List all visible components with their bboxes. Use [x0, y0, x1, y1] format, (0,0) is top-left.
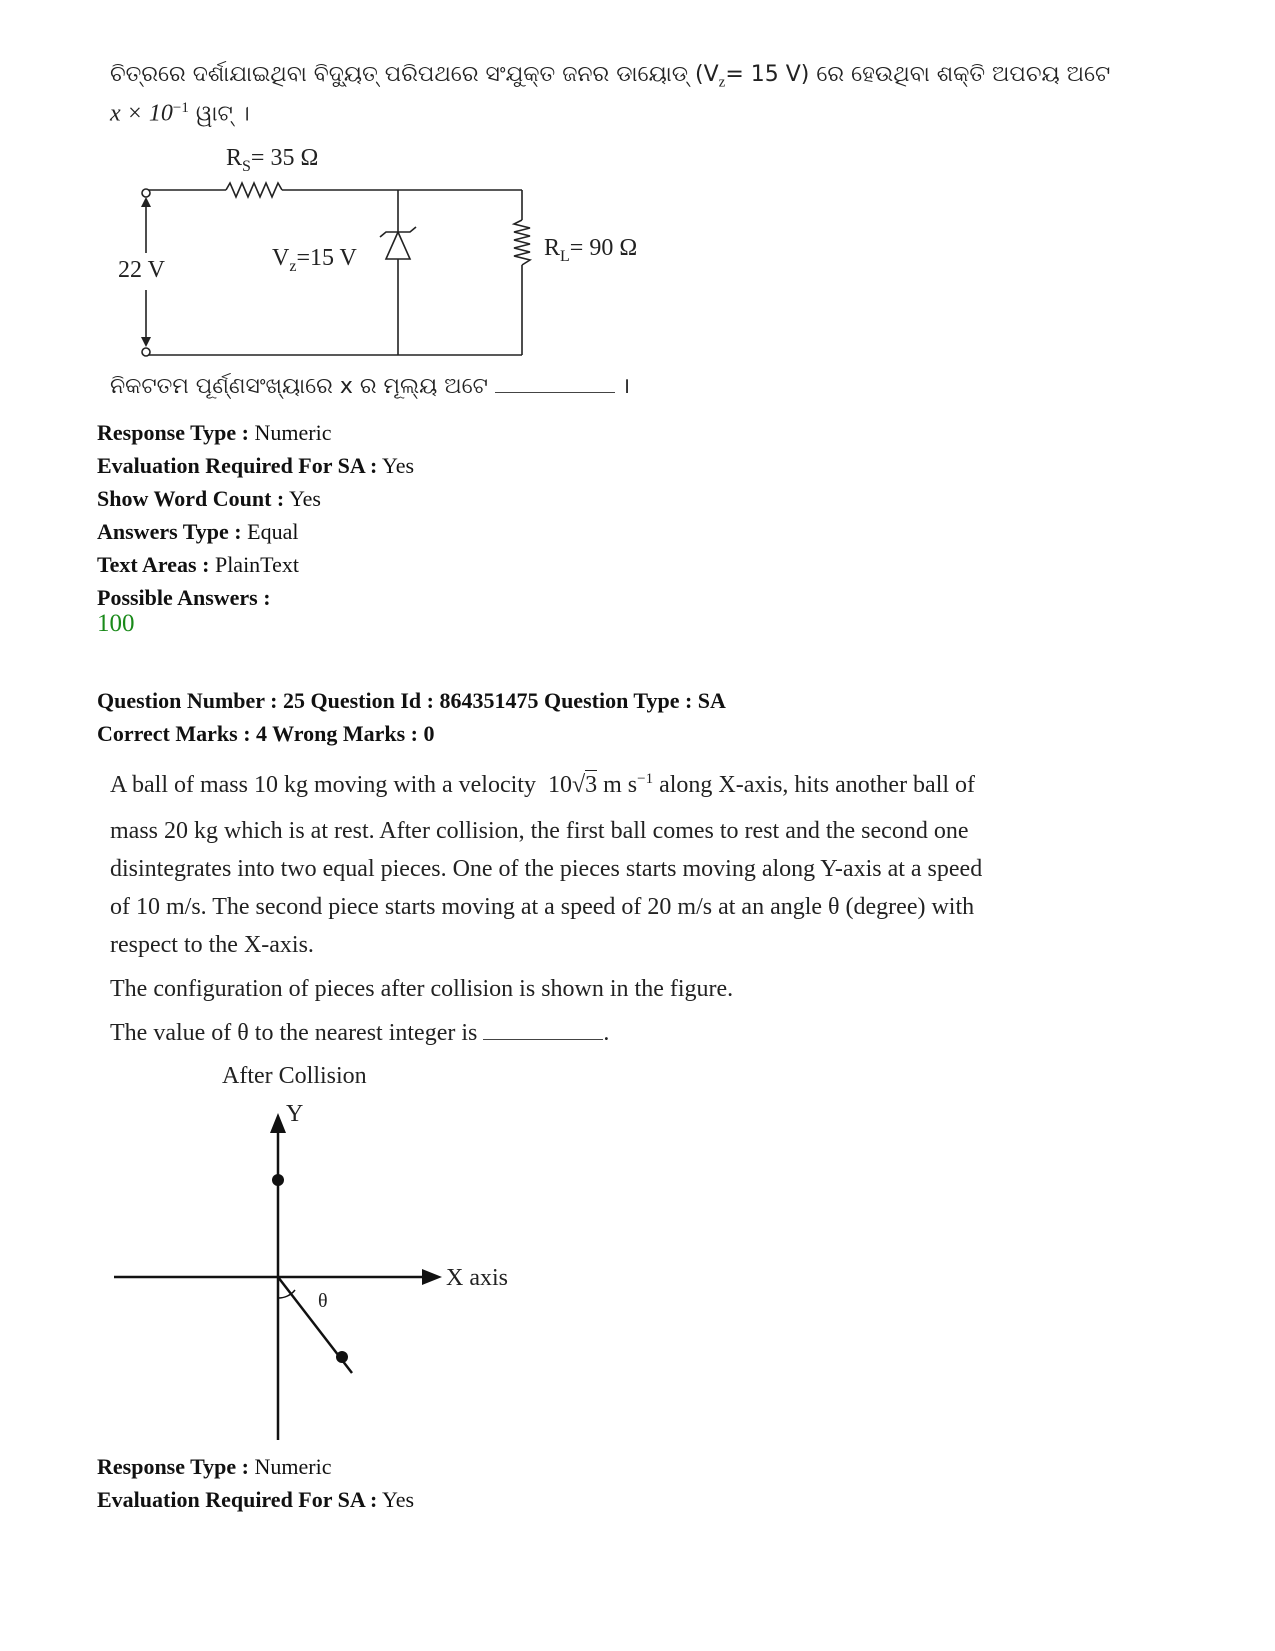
rs-resistor — [226, 183, 282, 197]
q25-line-1: A ball of mass 10 kg moving with a velocity 10√3 m $s^{-1}$ along X-axis, hits another ball of — [110, 771, 976, 798]
q24-answers-type-row: Answers Type : Equal — [97, 519, 299, 544]
q24-odia-line-3 — [110, 370, 630, 400]
q24-line2-end: ୱାଟ୍ । — [195, 101, 250, 127]
terminal-top — [142, 189, 150, 197]
terminal-bottom — [142, 348, 150, 356]
q24-line1-end: = 15 V) ରେ ହେଉଥିବା ଶକ୍ତି ଅପଚୟ ଅଟେ — [725, 62, 1111, 87]
rl-label: $R_L= 90$ Ω — [544, 235, 638, 265]
q24-line1-sub: z — [718, 74, 726, 91]
q24-meta — [97, 416, 414, 614]
x-axis-label: X axis — [446, 1265, 508, 1291]
rs-label: $R_S= 35$ Ω — [226, 145, 319, 175]
q25-question-text — [110, 760, 1120, 1052]
q25-line-3: disintegrates into two equal pieces. One of the pieces starts moving along Y-axis at a speed — [110, 856, 983, 882]
q25-line-5: respect to the X-axis. — [110, 932, 314, 958]
q24-line2-sup: −1 — [172, 100, 189, 116]
q25-response-type-row: Response Type : Numeric — [97, 1454, 332, 1479]
q25-line-6: The configuration of pieces after collision is shown in the figure. — [110, 976, 734, 1002]
q25-meta — [97, 1450, 414, 1516]
q24-odia-line-1 — [110, 62, 1110, 91]
source-voltage-label: 22 V — [118, 257, 165, 283]
x-axis-arrow — [422, 1269, 442, 1285]
q24-answer-blank — [495, 370, 615, 393]
q24-text-areas-row: Text Areas : PlainText — [97, 552, 299, 577]
q24-possible-answer: 100 — [97, 610, 135, 637]
q25-line-4: of 10 m/s. The second piece starts moving at a speed of 20 m/s at an angle θ (degree) with — [110, 894, 975, 920]
theta-label: θ — [318, 1290, 328, 1312]
q25-eval-row: Evaluation Required For SA : Yes — [97, 1487, 415, 1512]
q24-word-count-row: Show Word Count : Yes — [97, 486, 321, 511]
zener-diode-body — [386, 232, 410, 259]
arrow-head-up — [141, 197, 151, 207]
rl-resistor — [514, 220, 530, 265]
q25-header — [97, 684, 726, 750]
arrow-head-down — [141, 337, 151, 347]
q24-odia-line-2 — [110, 100, 250, 127]
q24-eval-row: Evaluation Required For SA : Yes — [97, 453, 415, 478]
q24-line3-end: । — [621, 374, 631, 399]
collision-figure — [100, 1055, 560, 1450]
piece-two-dot — [336, 1351, 348, 1363]
zener-circuit-diagram — [100, 135, 680, 370]
piece-one-dot — [272, 1174, 284, 1186]
q25-answer-blank — [483, 1017, 603, 1040]
q25-header-line-2: Correct Marks : 4 Wrong Marks : 0 — [97, 721, 435, 746]
figure-title: After Collision — [222, 1063, 367, 1089]
q25-header-line-1: Question Number : 25 Question Id : 864351475 Question Type : SA — [97, 688, 726, 713]
y-axis-label: Y — [286, 1101, 304, 1127]
q24-line1-text: ଚିତ୍ରରେ ଦର୍ଶାଯାଇଥିବା ବିଦ୍ୟୁତ୍ ପରିପଥରେ ସଂଯୁକ୍ତ ଜନର ଡାୟୋଡ୍ (V — [110, 62, 719, 87]
q24-response-type-row: Response Type : Numeric — [97, 420, 332, 445]
vz-label: $V_z=15$ V — [272, 245, 357, 275]
q24-possible-answers-row: Possible Answers : — [97, 585, 271, 610]
q25-line-7: The value of θ to the nearest integer is . — [110, 1014, 1120, 1052]
q24-line3-text: ନିକଟତମ ପୂର୍ଣ୍ଣସଂଖ୍ୟାରେ x ର ମୂଲ୍ୟ ଅଟେ — [110, 374, 488, 399]
q25-line-2: mass 20 kg which is at rest. After collision, the first ball comes to rest and the second one — [110, 818, 969, 844]
q24-line2-text: x × 10 — [110, 100, 173, 127]
velocity-expression: 10√3 m $s^{-1}$ — [547, 771, 654, 798]
y-axis-arrow — [270, 1113, 286, 1133]
